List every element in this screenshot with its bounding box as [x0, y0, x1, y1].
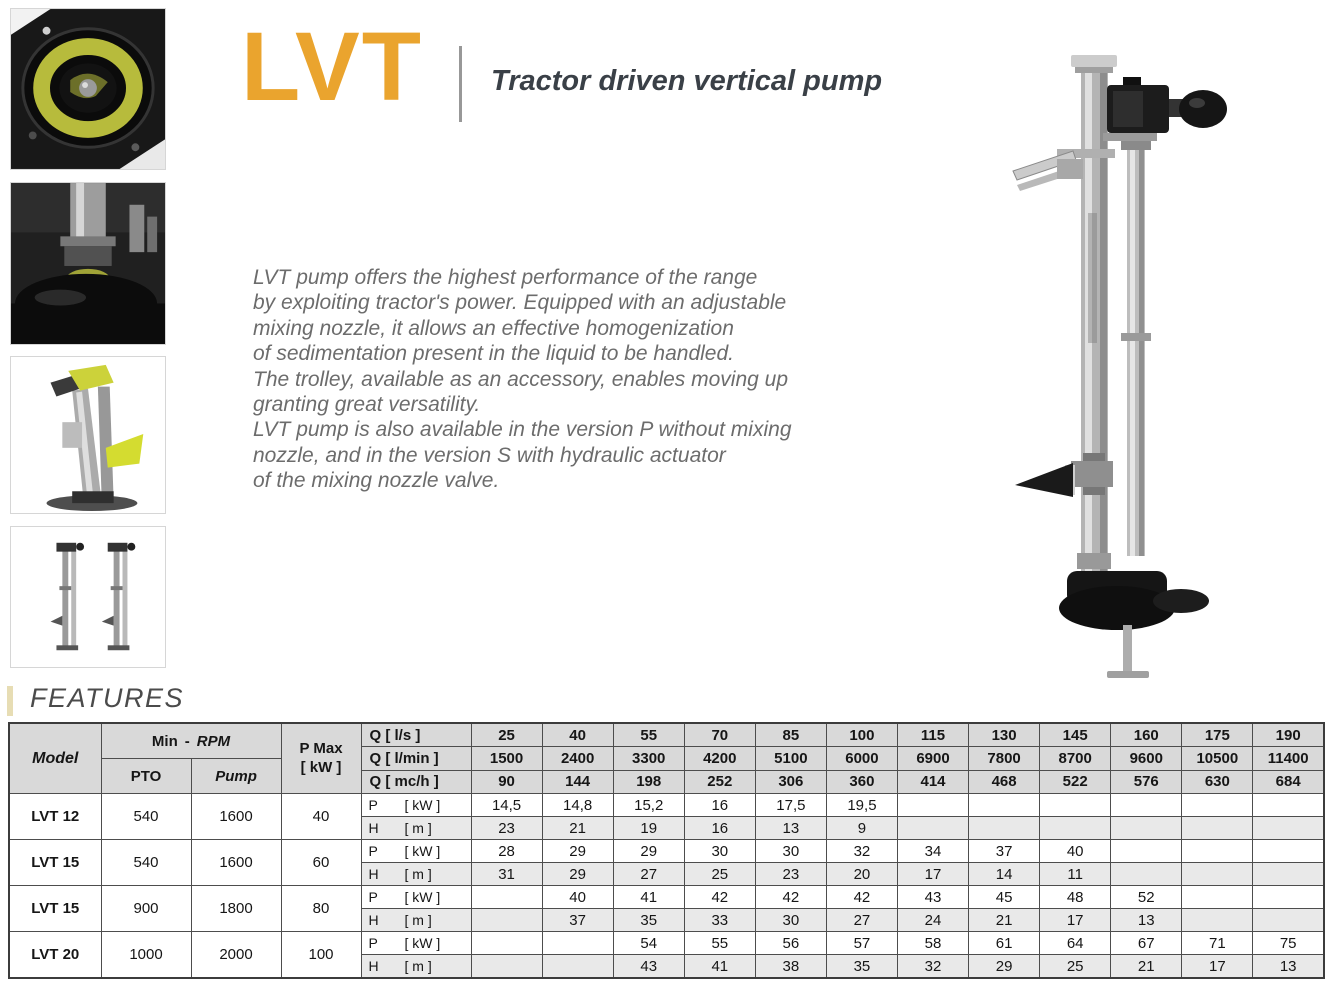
h-value-cell: 35 [613, 909, 684, 932]
nozzle-detail-illustration [11, 357, 165, 513]
title-divider [459, 46, 462, 122]
p-value-cell: 15,2 [613, 794, 684, 817]
flow-value-cell: 198 [613, 770, 684, 793]
h-unit: [ m ] [404, 866, 432, 882]
flow-value-cell: 90 [471, 770, 542, 793]
p-value-cell: 40 [542, 886, 613, 909]
h-value-cell: 41 [684, 955, 755, 979]
flow-value-cell: 70 [684, 723, 755, 747]
p-value-cell [1111, 794, 1182, 817]
h-value-cell: 17 [897, 863, 968, 886]
pump-versions-photo [10, 526, 166, 668]
p-label-cell [361, 932, 471, 955]
pump-rpm-value-cell: 1800 [191, 886, 281, 932]
pmax-label: P Max [299, 739, 343, 757]
pump-rpm-value-cell: 2000 [191, 932, 281, 979]
description-line: mixing nozzle, it allows an effective homogenization [253, 316, 734, 340]
h-value-cell: 25 [1040, 955, 1111, 979]
p-value-cell: 16 [684, 794, 755, 817]
p-value-cell [1182, 886, 1253, 909]
p-value-cell: 37 [969, 840, 1040, 863]
p-value-cell: 48 [1040, 886, 1111, 909]
pump-rpm-value-cell: 1600 [191, 840, 281, 886]
h-value-cell [1182, 863, 1253, 886]
p-value-cell: 67 [1111, 932, 1182, 955]
p-letter: P [368, 797, 378, 813]
p-value-cell: 29 [613, 840, 684, 863]
h-value-cell [1111, 863, 1182, 886]
pto-value-cell: 1000 [101, 932, 191, 979]
performance-table [8, 722, 1325, 979]
pmax-value-cell: 80 [281, 886, 361, 932]
p-value-cell [1111, 840, 1182, 863]
pmax-value-cell: 100 [281, 932, 361, 979]
flow-value-cell: 145 [1040, 723, 1111, 747]
flow-value-cell: 175 [1182, 723, 1253, 747]
p-value-cell: 45 [969, 886, 1040, 909]
h-value-cell: 13 [1253, 955, 1324, 979]
p-unit: [ kW ] [404, 889, 441, 905]
h-value-cell [897, 817, 968, 840]
p-value-cell: 40 [1040, 840, 1111, 863]
h-unit: [ m ] [404, 820, 432, 836]
h-value-cell: 25 [684, 863, 755, 886]
flow-value-cell: 6000 [826, 747, 897, 770]
product-name: LVT [241, 12, 424, 121]
product-description [253, 265, 833, 494]
mixing-chamber-closeup-photo [10, 182, 166, 345]
h-value-cell [1182, 909, 1253, 932]
pto-column-header: PTO [102, 759, 192, 793]
features-accent-bar [7, 686, 13, 716]
h-value-cell [471, 955, 542, 979]
h-value-cell: 30 [755, 909, 826, 932]
h-value-cell: 37 [542, 909, 613, 932]
p-unit: [ kW ] [404, 935, 441, 951]
h-letter: H [368, 912, 379, 928]
flow-value-cell: 25 [471, 723, 542, 747]
flow-value-cell: 360 [826, 770, 897, 793]
pto-value-cell: 900 [101, 886, 191, 932]
h-value-cell: 29 [969, 955, 1040, 979]
h-label-cell [361, 863, 471, 886]
flow-value-cell: 144 [542, 770, 613, 793]
p-value-cell: 64 [1040, 932, 1111, 955]
h-value-cell [1111, 817, 1182, 840]
description-line: by exploiting tractor's power. Equipped with an adjustable [253, 291, 787, 315]
h-label-cell [361, 817, 471, 840]
p-value-cell: 30 [755, 840, 826, 863]
h-value-cell [1182, 817, 1253, 840]
h-label-wrap [362, 866, 471, 882]
h-value-cell: 13 [1111, 909, 1182, 932]
description-line: of sedimentation present in the liquid to be handled. [253, 342, 735, 366]
h-value-cell: 21 [969, 909, 1040, 932]
h-value-cell [1253, 817, 1324, 840]
h-label-cell [361, 909, 471, 932]
p-value-cell: 56 [755, 932, 826, 955]
flow-value-cell: 1500 [471, 747, 542, 770]
p-label-cell [361, 794, 471, 817]
p-value-cell [1182, 794, 1253, 817]
description-line: LVT pump is also available in the version P without mixing [253, 418, 792, 442]
h-value-cell: 29 [542, 863, 613, 886]
h-value-cell [969, 817, 1040, 840]
flow-value-cell: 2400 [542, 747, 613, 770]
p-value-cell: 61 [969, 932, 1040, 955]
h-letter: H [368, 866, 379, 882]
p-label-wrap [362, 797, 471, 813]
flow-value-cell: 85 [755, 723, 826, 747]
min-rpm-separator: - [184, 732, 190, 750]
p-value-cell [542, 932, 613, 955]
flow-value-cell: 684 [1253, 770, 1324, 793]
model-power-row [9, 932, 1324, 955]
p-value-cell [1253, 886, 1324, 909]
flow-value-cell: 630 [1182, 770, 1253, 793]
p-value-cell: 42 [755, 886, 826, 909]
h-value-cell: 20 [826, 863, 897, 886]
flow-value-cell: 4200 [684, 747, 755, 770]
flow-value-cell: 468 [969, 770, 1040, 793]
pmax-value-cell: 40 [281, 794, 361, 840]
p-value-cell: 32 [826, 840, 897, 863]
flow-value-cell: 414 [897, 770, 968, 793]
p-value-cell [471, 886, 542, 909]
model-power-row [9, 794, 1324, 817]
p-letter: P [368, 889, 378, 905]
flow-value-cell: 130 [969, 723, 1040, 747]
h-label-wrap [362, 912, 471, 928]
p-unit: [ kW ] [404, 843, 441, 859]
model-power-row [9, 886, 1324, 909]
p-label-cell [361, 840, 471, 863]
flow-value-cell: 190 [1253, 723, 1324, 747]
h-value-cell: 43 [613, 955, 684, 979]
pmax-column-header [281, 723, 361, 794]
pto-value-cell: 540 [101, 840, 191, 886]
flow-value-cell: 576 [1111, 770, 1182, 793]
h-value-cell [471, 909, 542, 932]
flow-value-cell: 55 [613, 723, 684, 747]
h-value-cell: 23 [755, 863, 826, 886]
p-value-cell [1182, 840, 1253, 863]
flow-value-cell: 115 [897, 723, 968, 747]
p-value-cell: 58 [897, 932, 968, 955]
flow-value-cell: 160 [1111, 723, 1182, 747]
flow-value-cell: 252 [684, 770, 755, 793]
flow-value-cell: 100 [826, 723, 897, 747]
p-value-cell: 71 [1182, 932, 1253, 955]
p-value-cell: 54 [613, 932, 684, 955]
flow-value-cell: 3300 [613, 747, 684, 770]
mixing-chamber-illustration [11, 183, 165, 344]
table-body [9, 723, 1324, 978]
h-value-cell: 21 [1111, 955, 1182, 979]
p-letter: P [368, 935, 378, 951]
model-name-cell: LVT 12 [9, 794, 101, 840]
h-value-cell: 27 [826, 909, 897, 932]
h-value-cell: 31 [471, 863, 542, 886]
flow-mch-label: Q [ mc/h ] [361, 770, 471, 793]
p-value-cell [1040, 794, 1111, 817]
h-unit: [ m ] [404, 912, 432, 928]
min-rpm-header-group [101, 723, 281, 794]
h-value-cell: 27 [613, 863, 684, 886]
h-letter: H [368, 958, 379, 974]
pto-value-cell: 540 [101, 794, 191, 840]
h-value-cell [1253, 863, 1324, 886]
model-power-row [9, 840, 1324, 863]
p-value-cell: 43 [897, 886, 968, 909]
description-line: granting great versatility. [253, 393, 481, 417]
p-value-cell: 30 [684, 840, 755, 863]
pump-versions-illustration [11, 527, 165, 667]
model-name-cell: LVT 15 [9, 886, 101, 932]
p-value-cell: 14,8 [542, 794, 613, 817]
p-label-wrap [362, 843, 471, 859]
page-title: Tractor driven vertical pump [491, 65, 883, 97]
p-value-cell: 55 [684, 932, 755, 955]
h-value-cell: 16 [684, 817, 755, 840]
flow-value-cell: 6900 [897, 747, 968, 770]
flow-value-cell: 8700 [1040, 747, 1111, 770]
h-value-cell: 19 [613, 817, 684, 840]
h-value-cell: 24 [897, 909, 968, 932]
p-label-wrap [362, 935, 471, 951]
p-value-cell: 42 [684, 886, 755, 909]
nozzle-detail-photo [10, 356, 166, 514]
p-value-cell: 75 [1253, 932, 1324, 955]
rpm-label: RPM [196, 732, 231, 750]
model-name-cell: LVT 20 [9, 932, 101, 979]
p-letter: P [368, 843, 378, 859]
flow-ls-label: Q [ l/s ] [361, 723, 471, 747]
flow-value-cell: 522 [1040, 770, 1111, 793]
min-rpm-header [102, 724, 281, 759]
h-value-cell: 11 [1040, 863, 1111, 886]
flow-lmin-label: Q [ l/min ] [361, 747, 471, 770]
p-value-cell [471, 932, 542, 955]
flow-value-cell: 10500 [1182, 747, 1253, 770]
min-label: Min [151, 732, 178, 750]
table-header-row-q-ls [9, 723, 1324, 747]
description-line: of the mixing nozzle valve. [253, 469, 500, 493]
p-value-cell: 28 [471, 840, 542, 863]
h-label-wrap [362, 958, 471, 974]
p-value-cell: 42 [826, 886, 897, 909]
pmax-unit: [ kW ] [300, 758, 342, 776]
description-line: The trolley, available as an accessory, enables moving up [253, 367, 789, 391]
impeller-illustration [11, 9, 165, 169]
p-value-cell: 52 [1111, 886, 1182, 909]
impeller-closeup-photo [10, 8, 166, 170]
h-value-cell [1253, 909, 1324, 932]
p-value-cell [897, 794, 968, 817]
p-value-cell [969, 794, 1040, 817]
h-value-cell: 33 [684, 909, 755, 932]
p-value-cell [1253, 794, 1324, 817]
flow-value-cell: 306 [755, 770, 826, 793]
p-value-cell: 41 [613, 886, 684, 909]
vertical-pump-illustration [995, 33, 1240, 691]
h-value-cell [542, 955, 613, 979]
flow-value-cell: 9600 [1111, 747, 1182, 770]
p-value-cell [1253, 840, 1324, 863]
p-value-cell: 57 [826, 932, 897, 955]
p-value-cell: 17,5 [755, 794, 826, 817]
model-name-cell: LVT 15 [9, 840, 101, 886]
h-value-cell: 9 [826, 817, 897, 840]
h-label-cell [361, 955, 471, 979]
h-value-cell: 13 [755, 817, 826, 840]
p-unit: [ kW ] [404, 797, 441, 813]
features-heading: FEATURES [30, 683, 185, 713]
lvt-tractor-driven-vertical-pump-photo [995, 33, 1240, 691]
description-line: nozzle, and in the version S with hydraulic actuator [253, 443, 726, 467]
pump-rpm-value-cell: 1600 [191, 794, 281, 840]
h-letter: H [368, 820, 379, 836]
pmax-value-cell: 60 [281, 840, 361, 886]
p-value-cell: 14,5 [471, 794, 542, 817]
h-value-cell: 23 [471, 817, 542, 840]
pump-column-header: Pump [215, 767, 257, 785]
h-value-cell: 21 [542, 817, 613, 840]
h-value-cell: 17 [1182, 955, 1253, 979]
flow-value-cell: 5100 [755, 747, 826, 770]
p-value-cell: 19,5 [826, 794, 897, 817]
h-value-cell: 38 [755, 955, 826, 979]
flow-value-cell: 11400 [1253, 747, 1324, 770]
p-value-cell: 34 [897, 840, 968, 863]
p-label-wrap [362, 889, 471, 905]
h-value-cell: 35 [826, 955, 897, 979]
h-value-cell: 17 [1040, 909, 1111, 932]
p-label-cell [361, 886, 471, 909]
model-column-header: Model [9, 723, 101, 794]
h-value-cell: 32 [897, 955, 968, 979]
h-unit: [ m ] [404, 958, 432, 974]
flow-value-cell: 7800 [969, 747, 1040, 770]
h-value-cell: 14 [969, 863, 1040, 886]
description-line: LVT pump offers the highest performance of the range [253, 266, 758, 289]
p-value-cell: 29 [542, 840, 613, 863]
h-label-wrap [362, 820, 471, 836]
flow-value-cell: 40 [542, 723, 613, 747]
h-value-cell [1040, 817, 1111, 840]
